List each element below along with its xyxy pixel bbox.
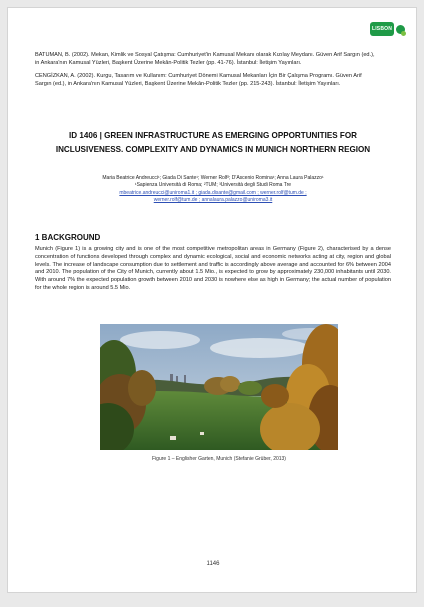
paper-title: ID 1406 | GREEN INFRASTRUCTURE AS EMERGING OPPORTUNITIES FOR INCLUSIVENESS. COMPLEXITY AND DYNAMICS IN MUNICH NORTHERN REGION (55, 131, 371, 154)
reference-item: BATUMAN, B. (2002). Mekan, Kimlik ve Sosyal Çatışma: Cumhuriyet'in Kamusal Mekanı olarak Kızılay Meydanı. Güven Arif Sargın (ed.), in Ankara'nın Kamusal Yüzleri, Başkent Üzerine Mekân-Politik Tezler (pp. 41-76). İstanbul: İletişim Yayınları. (35, 52, 375, 66)
reference-list (35, 52, 375, 94)
section-heading: 1 BACKGROUND (35, 233, 101, 242)
author-affiliations: ¹Sapienza Università di Roma; ²TUM; ³Università degli Studi Roma Tre (134, 182, 292, 189)
figure-caption: Figure 1 – Englisher Garten, Munich (Stefanie Grüber, 2013) (152, 456, 286, 462)
figure-photo (100, 324, 338, 450)
conference-logo (370, 16, 408, 46)
logo-dot-small (401, 31, 406, 36)
page-number: 1146 (206, 561, 220, 567)
author-names: Maria Beatrice Andreucci¹; Giada Di Sante¹; Werner Rolf²; D'Ascenio Romina¹; Anna Laura Palazzo¹ (102, 175, 324, 181)
author-emails-line2[interactable]: werner.rolf@tum.de ; annalaura.palazzo@uniroma3.it (153, 197, 273, 204)
park-photo-image (100, 324, 338, 450)
document-page (7, 7, 417, 593)
author-block (48, 175, 378, 205)
logo-badge: LISBON (370, 22, 394, 36)
reference-item: CENGİZKAN, A. (2002). Kurgu, Tasarım ve Kullanım: Cumhuriyet Dönemi Kamusal Mekanları İçin Bir Çalışma Programı. Güven Arif Sargın (ed.), in Ankara'nın Kamusal Yüzleri, Başkent Üzerine Mekân-Politik Tezler (pp. 215-243). İstanbul: İletişim Yayınları. (35, 73, 362, 87)
section-body: Munich (Figure 1) is a growing city and is one of the most competitive metropolitan areas in Germany (Figure 2), characterised by a dense concentration of functions developed through complex and dynamic ecological, social and economic networks acting at city, region and global levels. The increase of landscape consumption due to settlement and traffic is accordingly above average and accounted for 6% between 2004 and 2010. The population of the City of Munich, currently about 1.5 Mio., is expected to grow by approximately 230,000 inhabitants until 2030. With around 7% the expected population growth between 2010 and 2030 is nowhere else as high in Germany; the actual number of population for the whole region is around 5.5 Mio. (35, 246, 391, 291)
author-emails-line1[interactable]: mbeatrice.andreucci@uniroma1.it ; giada.disante@gmail.com ; werner.rolf@tum.de ; (119, 189, 307, 196)
